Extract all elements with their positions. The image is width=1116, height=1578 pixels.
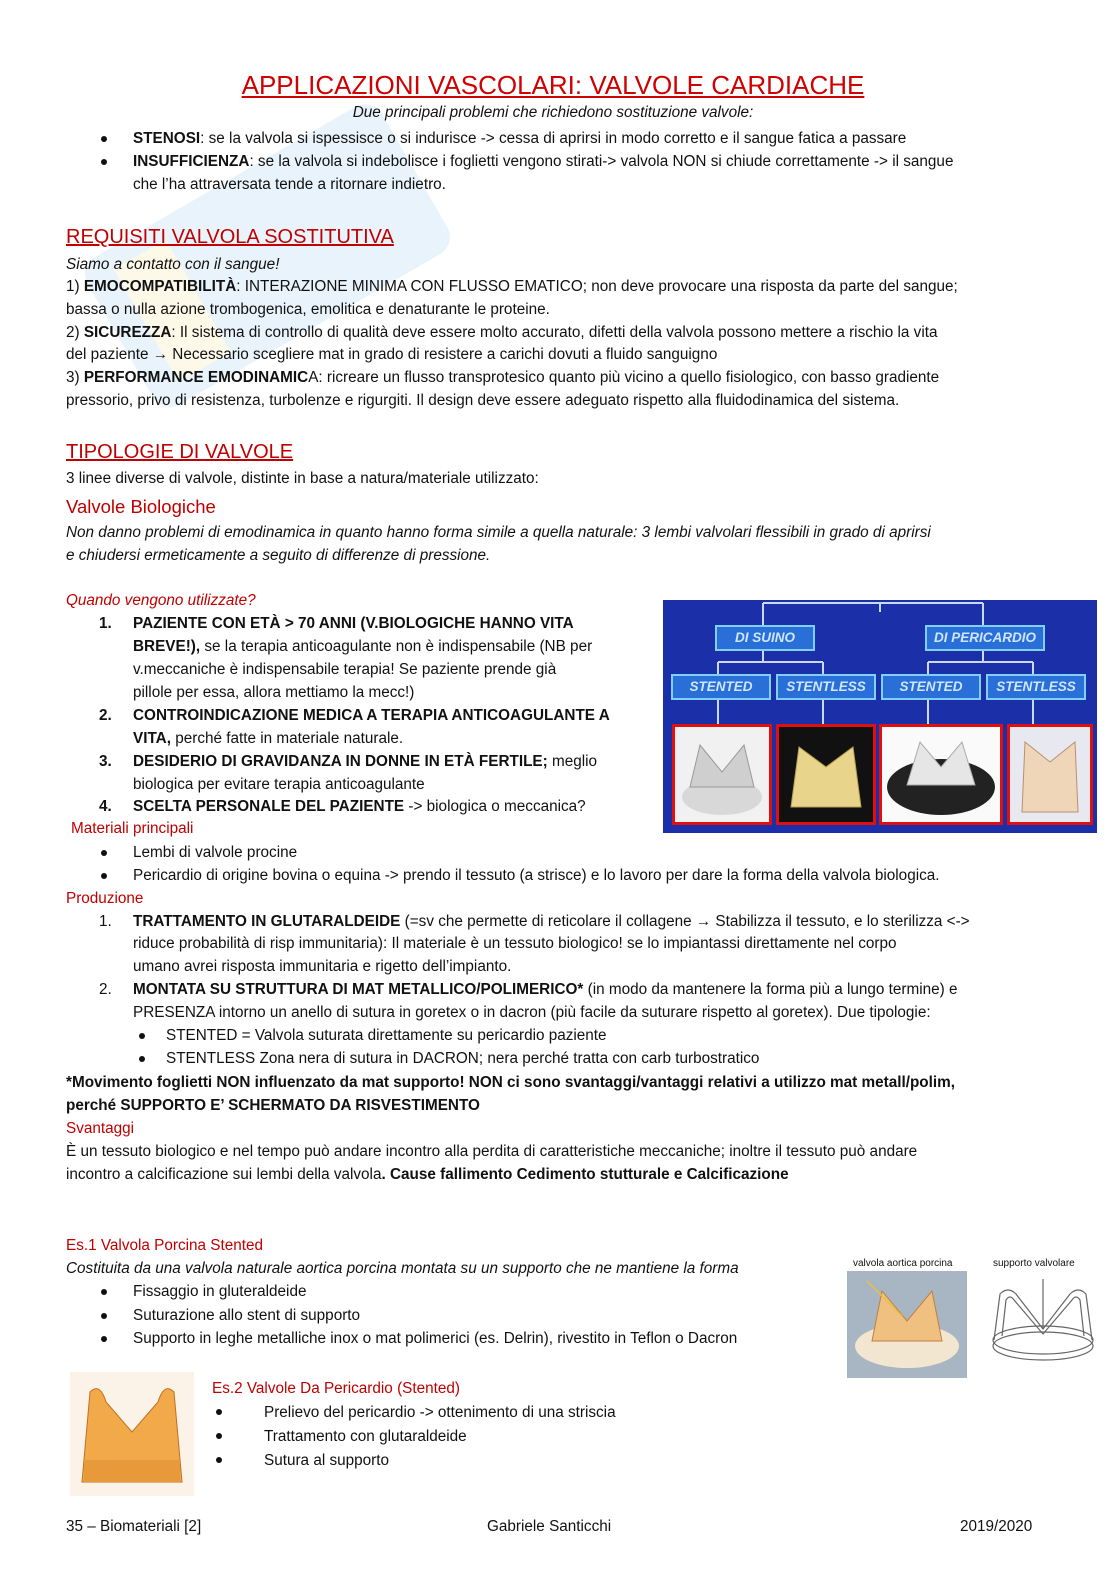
- label-stentless-1: STENTLESS: [776, 674, 876, 700]
- bullet: [101, 1289, 107, 1295]
- when-3-l2: biologica per evitare terapia anticoagulante: [133, 776, 425, 793]
- prod-2-num: 2.: [99, 981, 112, 998]
- types-intro: 3 linee diverse di valvole, distinte in base a natura/materiale utilizzato:: [66, 470, 539, 487]
- label-stented-2: STENTED: [881, 674, 981, 700]
- bullet: [216, 1433, 222, 1439]
- bullet: [216, 1457, 222, 1463]
- valve-photo-1: [672, 724, 772, 825]
- footer-author: Gabriele Santicchi: [487, 1518, 612, 1535]
- ex1-img-label-1: valvola aortica porcina: [853, 1258, 953, 1269]
- label-stented-1: STENTED: [671, 674, 771, 700]
- ex2-valve-photo: [70, 1372, 194, 1496]
- bio-desc: Non danno problemi di emodinamica in quanto hanno forma simile a quella naturale: 3 lembi valvolari flessibili in grado di aprirsi: [66, 524, 931, 541]
- bullet: [139, 1056, 145, 1062]
- label-di-suino: DI SUINO: [715, 625, 815, 651]
- support-note: *Movimento foglietti NON influenzato da mat supporto! NON ci sono svantaggi/vantaggi relativi a utilizzo mat metall/polim,: [66, 1074, 956, 1091]
- when-1: PAZIENTE CON ETÀ > 70 ANNI (V.BIOLOGICHE HANNO VITA: [133, 615, 574, 632]
- page-subtitle: Due principali problemi che richiedono sostituzione valvole:: [352, 104, 754, 121]
- bullet: [216, 1409, 222, 1415]
- ex1-item-2: Suturazione allo stent di supporto: [133, 1307, 361, 1324]
- req-1-cont: bassa o nulla azione trombogenica, emolitica e denaturante le proteine.: [66, 301, 550, 318]
- bullet: [139, 1033, 145, 1039]
- bio-desc-cont: e chiudersi ermeticamente a seguito di differenze di pressione.: [66, 547, 491, 564]
- page-title: APPLICAZIONI VASCOLARI: VALVOLE CARDIACHE: [241, 70, 865, 100]
- ex1-item-1: Fissaggio in gluteraldeide: [133, 1283, 307, 1300]
- disadvantages-heading: Svantaggi: [66, 1120, 135, 1137]
- when-2: CONTROINDICAZIONE MEDICA A TERAPIA ANTICOAGULANTE A: [133, 707, 610, 724]
- material-2: Pericardio di origine bovina o equina -> prendo il tessuto (a strisce) e lo lavoro per dare la forma della valvola biologica.: [133, 867, 940, 884]
- bio-heading: Valvole Biologiche: [66, 496, 216, 517]
- when-4: SCELTA PERSONALE DEL PAZIENTE -> biologica o meccanica?: [133, 798, 586, 815]
- prod-1-l3: umano avrei risposta immunitaria e rigetto dell’impianto.: [133, 958, 512, 975]
- when-1-l3: v.meccaniche è indispensabile terapia! Se paziente prende già: [133, 661, 557, 678]
- ex2-heading: Es.2 Valvole Da Pericardio (Stented): [212, 1380, 460, 1397]
- req-3: 3) PERFORMANCE EMODINAMICA: ricreare un flusso transprotesico quanto più vicino a quello fisiologico, con basso gradiente: [66, 369, 940, 386]
- problem-insufficienza: INSUFFICIENZA: se la valvola si indebolisce i foglietti vengono stirati-> valvola NON si chiude correttamente -> il sangue: [133, 153, 954, 170]
- prod-1: TRATTAMENTO IN GLUTARALDEIDE (=sv che permette di reticolare il collagene → Stabilizza il tessuto, e lo sterilizza <->: [133, 913, 970, 930]
- bullet: [101, 850, 107, 856]
- ex1-heading: Es.1 Valvola Porcina Stented: [66, 1237, 263, 1254]
- requirements-heading: REQUISITI VALVOLA SOSTITUTIVA: [66, 226, 394, 248]
- req-2-cont: del paziente → Necessario scegliere mat in grado di resistere a carichi dovuti a fluido sanguigno: [66, 346, 718, 363]
- valve-photo-3: [879, 724, 1003, 825]
- when-2-num: 2.: [99, 707, 112, 724]
- prod-2-stented: STENTED = Valvola suturata direttamente su pericardio paziente: [166, 1027, 607, 1044]
- ex2-item-1: Prelievo del pericardio -> ottenimento di una striscia: [264, 1404, 616, 1421]
- materials-heading: Materiali principali: [71, 820, 194, 837]
- when-heading: Quando vengono utilizzate?: [66, 592, 256, 609]
- bullet: [101, 1313, 107, 1319]
- when-1-l4: pillole per essa, allora mettiamo la mecc!): [133, 684, 415, 701]
- bullet: [101, 159, 107, 165]
- req-1: 1) EMOCOMPATIBILITÀ: INTERAZIONE MINIMA CON FLUSSO EMATICO; non deve provocare una risposta da parte del sangue;: [66, 278, 958, 295]
- prod-1-l2: riduce probabilità di risp immunitaria): Il materiale è un tessuto biologico! se lo impiantassi direttamente nel corpo: [133, 935, 897, 952]
- problem-insufficienza-cont: che l’ha attraversata tende a ritornare indietro.: [133, 176, 446, 193]
- prod-2-l2: PRESENZA intorno un anello di sutura in goretex o in dacron (più facile da suturare rispetto al goretex). Due tipologie:: [133, 1004, 931, 1021]
- material-1: Lembi di valvole procine: [133, 844, 298, 861]
- problem-stenosi: STENOSI: se la valvola si ispessisce o si indurisce -> cessa di aprirsi in modo corretto e il sangue fatica a passare: [133, 130, 907, 147]
- support-note-cont: perché SUPPORTO E’ SCHERMATO DA RISVESTIMENTO: [66, 1097, 480, 1114]
- label-stentless-2: STENTLESS: [986, 674, 1086, 700]
- ex1-img-label-2: supporto valvolare: [993, 1258, 1075, 1269]
- label-di-pericardio: DI PERICARDIO: [925, 625, 1045, 651]
- ex1-desc: Costituita da una valvola naturale aortica porcina montata su un supporto che ne mantiene la forma: [66, 1260, 739, 1277]
- footer-year: 2019/2020: [960, 1518, 1033, 1535]
- valve-photo-4: [1007, 724, 1093, 825]
- when-3-num: 3.: [99, 753, 112, 770]
- req-3-cont: pressorio, privo di resistenza, turbolenze e rigurgiti. Il design deve essere adeguato rispetto alla fluidodinamica del sistema.: [66, 392, 900, 409]
- ex1-support-drawing: [988, 1274, 1098, 1370]
- when-4-num: 4.: [99, 798, 112, 815]
- requirements-intro: Siamo a contatto con il sangue!: [66, 256, 280, 273]
- ex1-item-3: Supporto in leghe metalliche inox o mat polimerici (es. Delrin), rivestito in Teflon o Dacron: [133, 1330, 738, 1347]
- valve-types-diagram: [663, 600, 1097, 833]
- when-2-l2: VITA, perché fatte in materiale naturale.: [133, 730, 404, 747]
- bullet: [101, 136, 107, 142]
- when-1-num: 1.: [99, 615, 112, 632]
- types-heading: TIPOLOGIE DI VALVOLE: [66, 441, 294, 463]
- ex2-item-3: Sutura al supporto: [264, 1452, 390, 1469]
- footer-page: 35 – Biomateriali [2]: [66, 1518, 202, 1535]
- disadvantages-text-cont: incontro a calcificazione sui lembi della valvola. Cause fallimento Cedimento stutturale e Calcificazione: [66, 1166, 789, 1183]
- prod-2-stentless: STENTLESS Zona nera di sutura in DACRON; nera perché tratta con carb turbostratico: [166, 1050, 760, 1067]
- when-1-l2: BREVE!), se la terapia anticoagulante non è indispensabile (NB per: [133, 638, 593, 655]
- ex1-valve-photo: [847, 1271, 967, 1378]
- prod-1-num: 1.: [99, 913, 112, 930]
- bullet: [101, 873, 107, 879]
- bullet: [101, 1336, 107, 1342]
- valve-photo-2: [776, 724, 876, 825]
- production-heading: Produzione: [66, 890, 144, 907]
- disadvantages-text: È un tessuto biologico e nel tempo può andare incontro alla perdita di caratteristiche meccaniche; inoltre il tessuto può andare: [66, 1143, 918, 1160]
- req-2: 2) SICUREZZA: Il sistema di controllo di qualità deve essere molto accurato, difetti della valvola possono mettere a rischio la vita: [66, 324, 938, 341]
- ex2-item-2: Trattamento con glutaraldeide: [264, 1428, 467, 1445]
- prod-2: MONTATA SU STRUTTURA DI MAT METALLICO/POLIMERICO* (in modo da mantenere la forma più a lungo termine) e: [133, 981, 958, 998]
- when-3: DESIDERIO DI GRAVIDANZA IN DONNE IN ETÀ FERTILE; meglio: [133, 753, 598, 770]
